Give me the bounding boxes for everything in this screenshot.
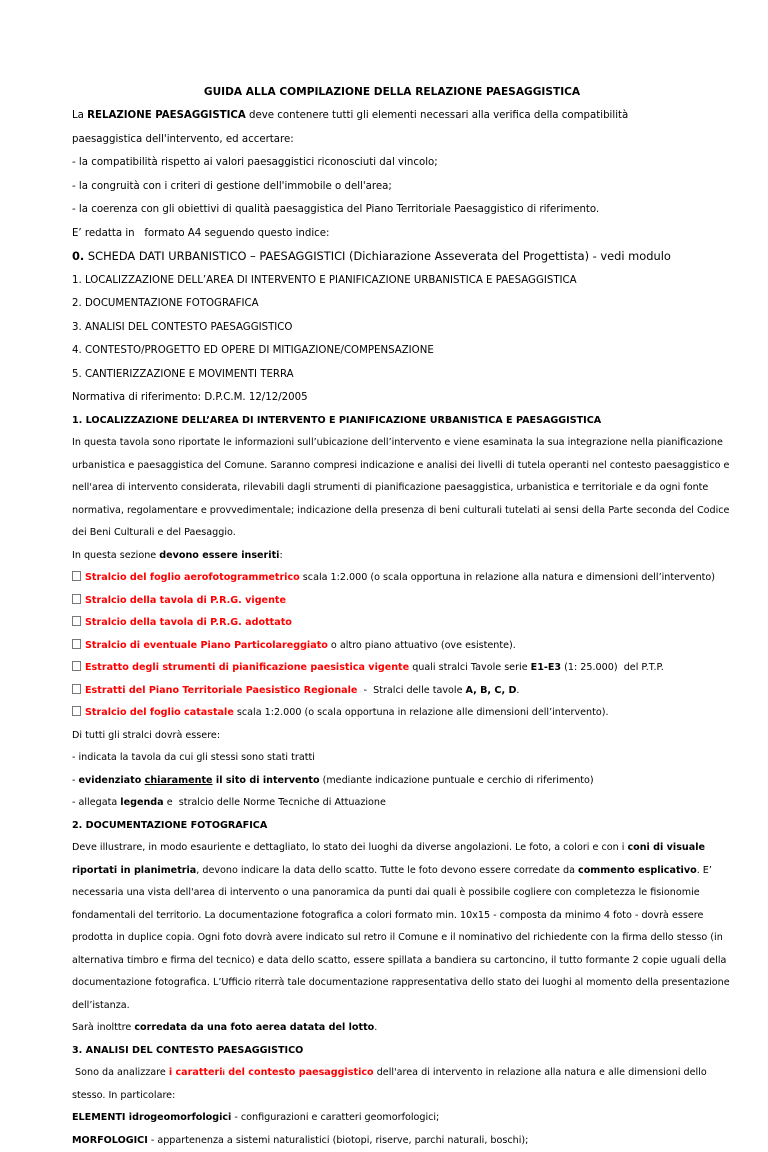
section-3-text <box>72 1062 712 1085</box>
bold-text: corredata da una foto aerea datata del lotto <box>134 1022 374 1033</box>
red-bold-text: Estratto degli strumenti di pianificazione paesistica vigente <box>85 662 409 673</box>
format-line: E’ redatta in formato A4 seguendo questo indice: <box>72 222 712 246</box>
section-2-text: necessaria una vista dell'area di intervento o una panoramica da punti dai quali è possibile cogliere con completezza le fisionomie <box>72 882 712 905</box>
text: scala 1:2.000 (o scala opportuna in relazione alle dimensioni dell’intervento). <box>234 707 609 718</box>
index-item-3: 3. ANALISI DEL CONTESTO PAESAGGISTICO <box>72 316 712 340</box>
text: o altro piano attuativo (ove esistente). <box>328 640 516 651</box>
text: Deve illustrare, in modo esauriente e dettagliato, lo stato dei luoghi da diverse angolazioni. Le foto, a colori e con i <box>72 842 627 853</box>
index-label: SCHEDA DATI URBANISTICO – PAESAGGISTICI (Dichiarazione Asseverata del Progettista) - vedi modulo <box>84 249 671 263</box>
index-item-2: 2. DOCUMENTAZIONE FOTOGRAFICA <box>72 292 712 316</box>
intro-bullet: - la congruità con i criteri di gestione dell'immobile o dell'area; <box>72 175 712 199</box>
red-bold-text: del contesto paesaggistico <box>225 1067 374 1078</box>
bold-text: riportati in planimetria <box>72 865 196 876</box>
section-2-text: documentazione fotografica. L’Ufficio riterrà tale documentazione rappresentativa dello stato dei luoghi al momento della presentazione <box>72 972 712 995</box>
section-3-element <box>72 1107 712 1130</box>
section-3-heading: 3. ANALISI DEL CONTESTO PAESAGGISTICO <box>72 1040 712 1063</box>
section-1-heading: 1. LOCALIZZAZIONE DELL’AREA DI INTERVENTO E PIANIFICAZIONE URBANISTICA E PAESAGGISTICA <box>72 410 712 433</box>
index-number: 0. <box>72 249 84 263</box>
checkbox-icon <box>72 661 81 671</box>
checklist-item <box>72 657 712 680</box>
intro-bullet: - la compatibilità rispetto ai valori paesaggistici riconosciuti dal vincolo; <box>72 151 712 175</box>
checklist-item <box>72 612 712 635</box>
red-bold-text: Stralcio del foglio catastale <box>85 707 234 718</box>
section-1-insert-line <box>72 545 712 568</box>
normativa-line: Normativa di riferimento: D.P.C.M. 12/12/2005 <box>72 386 712 410</box>
intro-paragraph <box>72 104 712 128</box>
red-bold-text: i caratteri <box>169 1067 223 1078</box>
section-1-text: dei Beni Culturali e del Paesaggio. <box>72 522 712 545</box>
red-bold-text: Estratti del Piano Territoriale Paesistico Regionale <box>85 685 357 696</box>
text: . <box>516 685 519 696</box>
text: . E’ <box>697 865 712 876</box>
text: scala 1:2.000 (o scala opportuna in relazione alla natura e dimensioni dell’intervento) <box>300 572 715 583</box>
red-bold-text: Stralcio del foglio aerofotogrammetrico <box>85 572 300 583</box>
text: quali stralci Tavole serie <box>409 662 531 673</box>
index-item-0 <box>72 245 712 269</box>
section-2-text: alternativa timbro e firma del tecnico) e data dello scatto, essere spillata a bandiera su cartoncino, il tutto formante 2 copie uguali della <box>72 950 712 973</box>
section-2-text: prodotta in duplice copia. Ogni foto dovrà avere indicato sul retro il Comune e il nominativo del richiedente con la firma dello stesso (in <box>72 927 712 950</box>
bold-text: legenda <box>120 797 163 808</box>
text: (mediante indicazione puntuale e cerchio di riferimento) <box>320 775 594 786</box>
red-bold-text: i <box>223 1069 225 1077</box>
red-bold-text: Stralcio della tavola di P.R.G. adottato <box>85 617 292 628</box>
section-2-text: dell’istanza. <box>72 995 712 1018</box>
bold-text: E1-E3 <box>531 662 561 673</box>
section-1-text: urbanistica e paesaggistica del Comune. Saranno compresi indicazione e analisi dei livelli di tutela operanti nel contesto paesaggistico e <box>72 455 712 478</box>
checklist-item <box>72 680 712 703</box>
bold-text: RELAZIONE PAESAGGISTICA <box>87 110 246 121</box>
bold-text: A, B, C, D <box>466 685 517 696</box>
text: : <box>279 550 282 561</box>
section-3-element <box>72 1130 712 1152</box>
document-title: GUIDA ALLA COMPILAZIONE DELLA RELAZIONE PAESAGGISTICA <box>72 80 712 104</box>
red-bold-text: Stralcio di eventuale Piano Particolareggiato <box>85 640 328 651</box>
section-2-heading: 2. DOCUMENTAZIONE FOTOGRAFICA <box>72 815 712 838</box>
checklist-item <box>72 702 712 725</box>
intro-paragraph-line: paesaggistica dell'intervento, ed accertare: <box>72 128 712 152</box>
checkbox-icon <box>72 684 81 694</box>
checklist-item <box>72 567 712 590</box>
text: - allegata <box>72 797 120 808</box>
text: In questa sezione <box>72 550 159 561</box>
section-2-text <box>72 1017 712 1040</box>
index-item-5: 5. CANTIERIZZAZIONE E MOVIMENTI TERRA <box>72 363 712 387</box>
section-1-note: - indicata la tavola da cui gli stessi sono stati tratti <box>72 747 712 770</box>
section-1-text: normativa, regolamentare e provvedimentale; indicazione della presenza di beni culturali tutelati ai sensi della Parte seconda del Codice <box>72 500 712 523</box>
text: - configurazioni e caratteri geomorfologici; <box>231 1112 439 1123</box>
checkbox-icon <box>72 706 81 716</box>
bold-text: coni di visuale <box>627 842 705 853</box>
text: deve contenere tutti gli elementi necessari alla verifica della compatibilità <box>246 110 628 121</box>
checkbox-icon <box>72 639 81 649</box>
text: e stralcio delle Norme Tecniche di Attuazione <box>164 797 386 808</box>
text: dell'area di intervento in relazione alla natura e alle dimensioni dello <box>374 1067 707 1078</box>
text: , devono indicare la data dello scatto. Tutte le foto devono essere corredate da <box>196 865 578 876</box>
text: La <box>72 110 87 121</box>
text: - appartenenza a sistemi naturalistici (biotopi, riserve, parchi naturali, boschi); <box>148 1135 529 1146</box>
bold-text: MORFOLOGICI <box>72 1135 148 1146</box>
checkbox-icon <box>72 594 81 604</box>
section-1-note <box>72 770 712 793</box>
index-item-1: 1. LOCALIZZAZIONE DELL’AREA DI INTERVENTO E PIANIFICAZIONE URBANISTICA E PAESAGGISTICA <box>72 269 712 293</box>
section-1-note: Di tutti gli stralci dovrà essere: <box>72 725 712 748</box>
bold-text: il sito di intervento <box>213 775 320 786</box>
intro-bullet: - la coerenza con gli obiettivi di qualità paesaggistica del Piano Territoriale Paesaggistico di riferimento. <box>72 198 712 222</box>
index-item-4: 4. CONTESTO/PROGETTO ED OPERE DI MITIGAZIONE/COMPENSAZIONE <box>72 339 712 363</box>
text: - <box>72 775 79 786</box>
section-2-text <box>72 837 712 860</box>
section-1-text: In questa tavola sono riportate le informazioni sull’ubicazione dell’intervento e viene esaminata la sua integrazione nella pianificazione <box>72 432 712 455</box>
text: . <box>374 1022 377 1033</box>
text: (1: 25.000) del P.T.P. <box>561 662 664 673</box>
document-page <box>72 80 712 1152</box>
section-2-text: fondamentali del territorio. La documentazione fotografica a colori formato min. 10x15 - composta da minimo 4 foto - dovrà essere <box>72 905 712 928</box>
underlined-text: chiaramente <box>145 775 213 786</box>
section-1-text: nell'area di intervento considerata, rilevabili dagli strumenti di pianificazione paesaggistica, urbanistica e territoriale e da ogni fonte <box>72 477 712 500</box>
bold-text: ELEMENTI idrogeomorfologici <box>72 1112 231 1123</box>
text: - Stralci delle tavole <box>357 685 465 696</box>
checklist-item <box>72 635 712 658</box>
text: Sono da analizzare <box>72 1067 169 1078</box>
section-1-note <box>72 792 712 815</box>
section-2-text <box>72 860 712 883</box>
bold-text: devono essere inseriti <box>159 550 279 561</box>
red-bold-text: Stralcio della tavola di P.R.G. vigente <box>85 595 286 606</box>
checklist-item <box>72 590 712 613</box>
checkbox-icon <box>72 571 81 581</box>
checkbox-icon <box>72 616 81 626</box>
text: Sarà inolttre <box>72 1022 134 1033</box>
bold-text: commento esplicativo <box>578 865 697 876</box>
section-3-text: stesso. In particolare: <box>72 1085 712 1108</box>
bold-text: evidenziato <box>79 775 145 786</box>
